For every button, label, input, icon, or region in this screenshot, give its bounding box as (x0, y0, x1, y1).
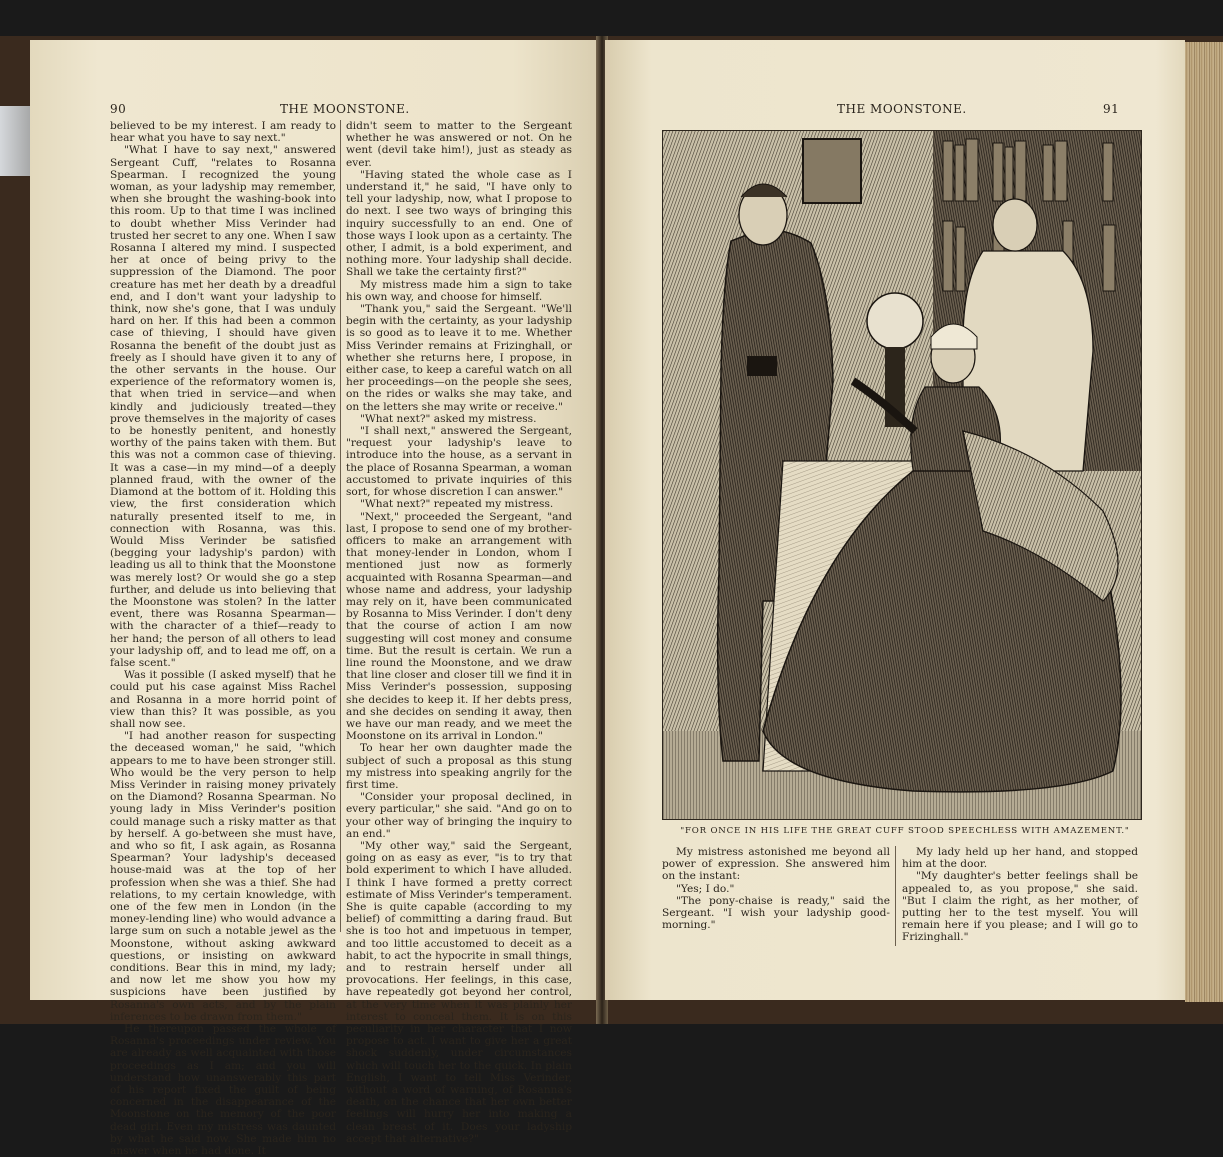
page-number: 91 (1103, 102, 1120, 116)
column-rule (340, 120, 341, 932)
left-column-2 (346, 120, 572, 1145)
paragraph: My mistress made him a sign to take his own way, and choose for himself. (346, 278, 572, 303)
running-head: THE MOONSTONE. (280, 102, 410, 116)
engraving-drawing (663, 131, 1141, 819)
open-book (0, 36, 1223, 1157)
illustration-caption: "FOR ONCE IN HIS LIFE THE GREAT CUFF STOOD SPEECHLESS WITH AMAZEMENT." (680, 826, 1130, 836)
paragraph: "The pony-chaise is ready," said the Sergeant. "I wish your ladyship good-morning." (662, 894, 890, 932)
paragraph: "Consider your proposal declined, in every particular," she said. "And go on to your other way of bringing the inquiry to an end." (346, 791, 572, 840)
running-head: THE MOONSTONE. (837, 102, 967, 116)
engraving-illustration (662, 130, 1142, 820)
paragraph: "Next," proceeded the Sergeant, "and last, I propose to send one of my brother-officers to make an arrangement with that money-lender in London, whom I mentioned just now as formerly acquainted with Rosanna Spearman—and whose name and address, your ladyship may rely on it, have been communicated by Rosanna to Miss Verinder. I don't deny that the course of action I am now suggesting will cost money and consume time. But the result is certain. We run a line round the Moonstone, and we draw that line closer and closer till we find it in Miss Verinder's possession, supposing she decides to keep it. If her debts press, and she decides on sending it away, then we have our man ready, and we meet the Moonstone on its arrival in London." (346, 510, 572, 743)
paragraph: "What next?" repeated my mistress. (360, 498, 554, 511)
paragraph: "I had another reason for suspecting the deceased woman," he said, "which appears to me to have been stronger still. Who would be the very person to help Miss Verinder in raising money privately on the Diamond? Rosanna Spearman. No young lady in Miss Verinder's position could manage such a risky matter as that by herself. A go-between she must have, and who so fit, I ask again, as Rosanna Spearman? Your ladyship's deceased house-maid was at the top of her profession when she was a thief. She had relations, to my certain knowledge, with one of the few men in London (in the money-lending line) who would advance a large sum on such a notable jewel as the Moonstone, without asking awkward questions, or insisting on awkward conditions. Bear this in mind, my lady; and now let me show you how my suspicions have been justified by Rosanna's own acts, and by the plain inferences to be drawn from them." (110, 730, 336, 1023)
left-page (30, 40, 598, 1157)
paragraph: To hear her own daughter made the subject of such a proposal as this stung my mistress into speaking angrily for the first time. (346, 742, 572, 791)
page-edges (1185, 42, 1223, 1002)
column-rule (895, 846, 896, 946)
paragraph: My mistress astonished me beyond all power of expression. She answered him on the instant: (662, 846, 890, 883)
paragraph: "What I have to say next," answered Sergeant Cuff, "relates to Rosanna Spearman. I recognized the young woman, as your ladyship may remember, when she brought the washing-book into this room. Up to that time I was inclined to doubt whether Miss Verinder had trusted her secret to any one. When I saw Rosanna I altered my mind. I suspected her at once of being privy to the suppression of the Diamond. The poor creature has met her death by a dreadful end, and I don't want your ladyship to think, now she's gone, that I was unduly hard on her. If this had been a common case of thieving, I should have given Rosanna the benefit of the doubt just as freely as I should have given it to any of the other servants in the house. Our experience of the reformatory women is, that when tried in service—and when kindly and judiciously treated—they prove themselves in the majority of cases to be honestly penitent, and honestly worthy of the pains taken with them. But this was not a common case of thieving. It was a case—in my mind—of a deeply planned fraud, with the owner of the Diamond at the bottom of it. Holding this view, the first consideration which naturally presented itself to me, in connection with Rosanna, was this. Would Miss Verinder be satisfied (begging your ladyship's pardon) with leading us all to think that the Moonstone was merely lost? Or would she go a step further, and delude us into believing that the Moonstone was stolen? In the latter event, there was Rosanna Spearman—with the character of a thief—ready to her hand; the person of all others to lead your ladyship off, and to lead me off, on a false scent." (110, 144, 336, 669)
page-number: 90 (110, 102, 127, 116)
paragraph: He thereupon passed the whole of Rosanna's proceedings under review. You are already as well acquainted with those proceedings as I am; and you will understand how unanswerably this part of his report fixed the guilt of being concerned in the disappearance of the Moonstone on the memory of the poor dead girl. Even my mistress was daunted by what he said now. She made him no answer when he had done. It (110, 1023, 336, 1157)
paragraph: believed to be my interest. I am ready to hear what you have to say next." (110, 120, 336, 145)
paragraph: "Yes; I do." (676, 882, 735, 895)
right-column-2 (902, 846, 1138, 944)
paragraph: "Having stated the whole case as I understand it," he said, "I have only to tell your ladyship, now, what I propose to do next. I see two ways of bringing this inquiry successfully to an end. One of those ways I look upon as a certainty. The other, I admit, is a bold experiment, and nothing more. Your ladyship shall decide. Shall we take the certainty first?" (346, 168, 572, 279)
paragraph: didn't seem to matter to the Sergeant whether he was answered or not. On he went (devil take him!), just as steady as ever. (346, 120, 572, 169)
paragraph: "My other way," said the Sergeant, going on as easy as ever, "is to try that bold experiment to which I have alluded. I think I have formed a pretty correct estimate of Miss Verinder's temperament. She is quite capable (according to my belief) of committing a daring fraud. But she is too hot and impetuous in temper, and too little accustomed to deceit as a habit, to act the hypocrite in small things, and to restrain herself under all provocations. Her feelings, in this case, have repeatedly got beyond her control, at the very time when it was plainly her interest to conceal them. It is on this peculiarity in her character that I now propose to act. I want to give her a great shock suddenly, under circumstances which will touch her to the quick. In plain English, I want to tell Miss Verinder, without a word of warning, of Rosanna's death, on the chance that her own better feelings will hurry her into making a clean breast of it. Does your ladyship accept that alternative?" (346, 839, 572, 1145)
paragraph: My lady held up her hand, and stopped him at the door. (902, 846, 1138, 871)
right-page (605, 40, 1185, 1000)
paragraph: "I shall next," answered the Sergeant, "request your ladyship's leave to introduce into the house, as a servant in the place of Rosanna Spearman, a woman accustomed to private inquiries of this sort, for whose discretion I can answer." (346, 425, 572, 499)
right-column-1 (662, 846, 890, 931)
paragraph: Was it possible (I asked myself) that he could put his case against Miss Rachel and Rosanna in a more horrid point of view than this? It was possible, as you shall now see. (110, 669, 336, 730)
left-column-1 (110, 120, 336, 1157)
paragraph: "What next?" asked my mistress. (360, 412, 537, 425)
paragraph: "Thank you," said the Sergeant. "We'll begin with the certainty, as your ladyship is so good as to leave it to me. Whether Miss Verinder remains at Frizinghall, or whether she returns here, I propose, in either case, to keep a careful watch on all her proceedings—on the people she sees, on the rides or walks she may take, and on the letters she may write or receive." (346, 303, 572, 413)
paragraph: "My daughter's better feelings shall be appealed to, as you propose," she said. "But I claim the right, as her mother, of putting her to the test myself. You will remain here if you please; and I will go to Frizinghall." (902, 870, 1138, 944)
